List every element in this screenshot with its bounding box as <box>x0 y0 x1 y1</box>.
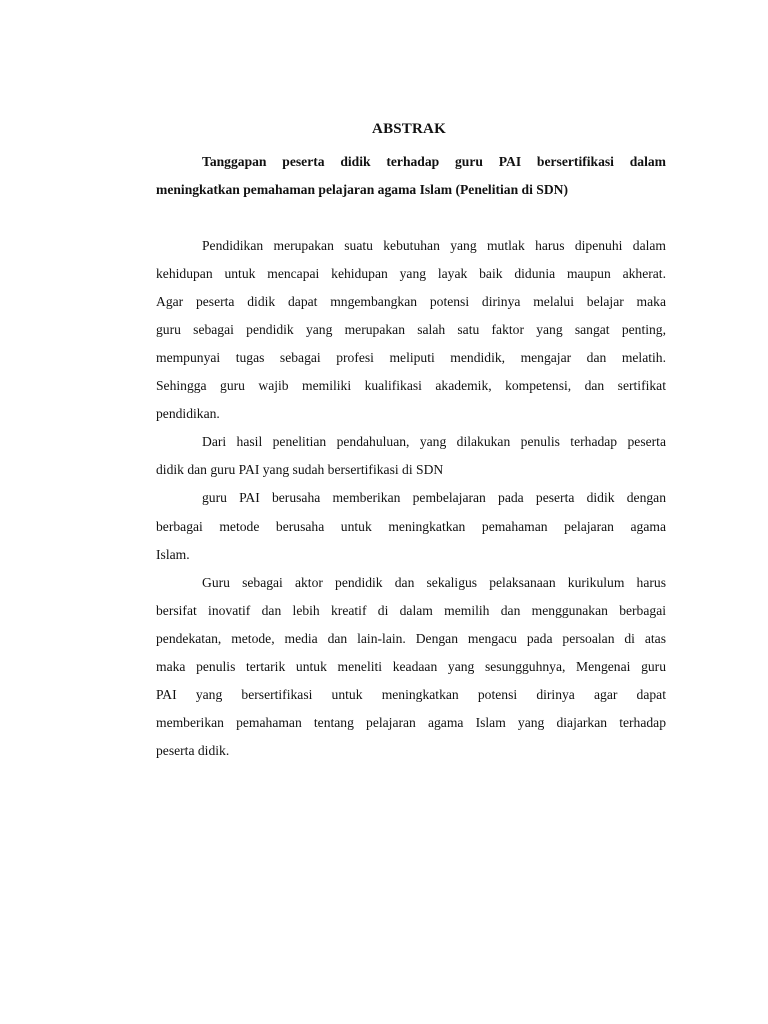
paragraph-line: didik dan guru PAI yang sudah bersertifikasi di SDN <box>156 462 444 477</box>
paragraph-line: Sehingga guru wajib memiliki kualifikasi akademik, kompetensi, dan sertifikat <box>156 378 666 393</box>
paragraph-line: berbagai metode berusaha untuk meningkatkan pemahaman pelajaran agama <box>156 519 666 534</box>
paragraph-line: peserta didik. <box>156 743 230 758</box>
paragraph-line: guru PAI berusaha memberikan pembelajaran pada peserta didik dengan <box>202 490 666 505</box>
paragraph-line: memberikan pemahaman tentang pelajaran agama Islam yang diajarkan terhadap <box>156 715 666 730</box>
paragraph-line: pendidikan. <box>156 406 220 421</box>
paragraph-line: pendekatan, metode, media dan lain-lain. Dengan mengacu pada persoalan di atas <box>156 631 666 646</box>
abstract-heading: ABSTRAK <box>372 121 446 137</box>
paragraph-line: Guru sebagai aktor pendidik dan sekaligus pelaksanaan kurikulum harus <box>202 575 666 590</box>
paragraph-line: Dari hasil penelitian pendahuluan, yang dilakukan penulis terhadap peserta <box>202 434 666 449</box>
paragraph-line: bersifat inovatif dan lebih kreatif di dalam memilih dan menggunakan berbagai <box>156 603 666 618</box>
paragraph-line: Agar peserta didik dapat mngembangkan potensi dirinya melalui belajar maka <box>156 294 666 309</box>
paragraph-line: maka penulis tertarik untuk meneliti keadaan yang sesungguhnya, Mengenai guru <box>156 659 666 674</box>
paragraph-line: Pendidikan merupakan suatu kebutuhan yang mutlak harus dipenuhi dalam <box>202 238 666 253</box>
paragraph-line: Islam. <box>156 547 190 562</box>
subtitle-line: Tanggapan peserta didik terhadap guru PAI bersertifikasi dalam <box>202 154 666 169</box>
paragraph-line: mempunyai tugas sebagai profesi meliputi mendidik, mengajar dan melatih. <box>156 350 666 365</box>
paragraph-line: guru sebagai pendidik yang merupakan salah satu faktor yang sangat penting, <box>156 322 666 337</box>
paragraph-line: kehidupan untuk mencapai kehidupan yang layak baik didunia maupun akherat. <box>156 266 666 281</box>
subtitle-line: meningkatkan pemahaman pelajaran agama Islam (Penelitian di SDN) <box>156 182 568 197</box>
paragraph-line: PAI yang bersertifikasi untuk meningkatkan potensi dirinya agar dapat <box>156 687 666 702</box>
